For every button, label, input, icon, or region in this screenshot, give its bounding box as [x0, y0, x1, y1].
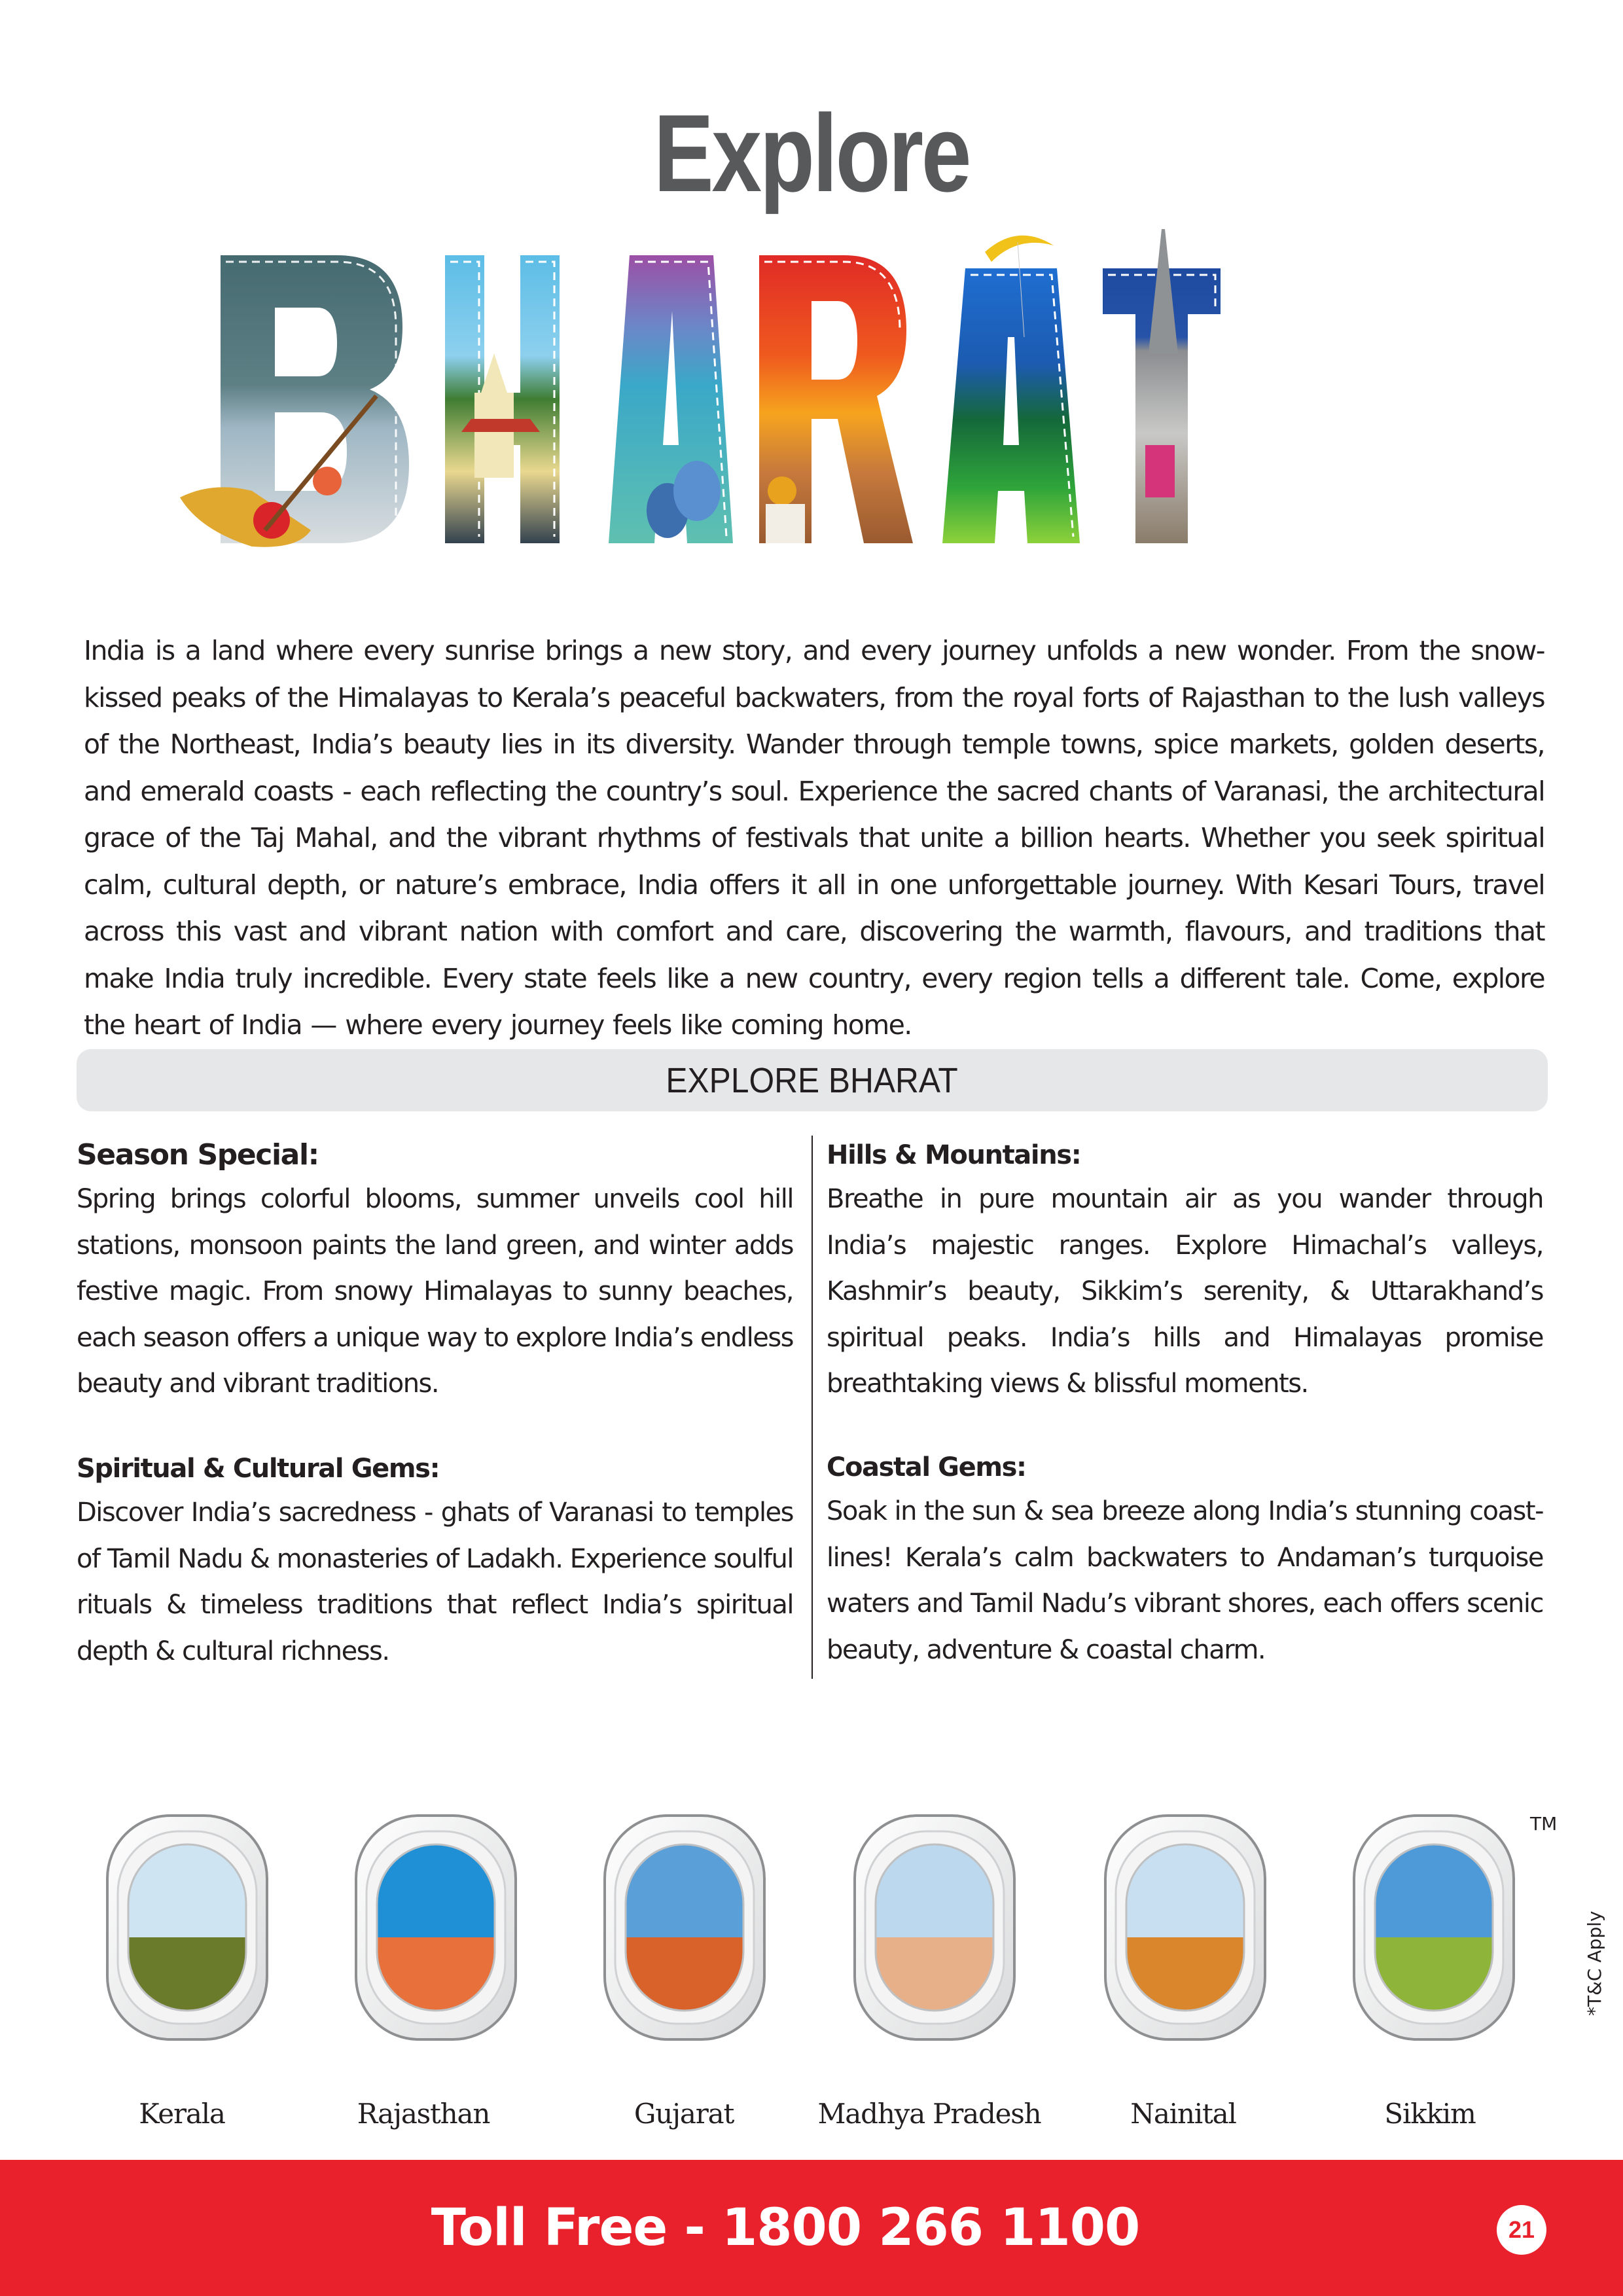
intro-paragraph: India is a land where every sunrise brings a new story, and every journey unfolds a new wonder. From the snow-kissed peaks of the Himalayas to Kerala’s peaceful backwaters, from the royal forts of Rajasthan to the lush valleys of the Northeast, India’s beauty lies in its diversity. Wander through temple towns, spice markets, golden deserts, and emerald coasts - each reflecting the country’s soul. Experience the sacred chants of Varanasi, the architectural grace of the Taj Mahal, and the vibrant rhythms of festivals that unite a billion hearts. Whether you seek spiritual calm, cultural depth, or nature’s embrace, India offers it all in one unforgettable journey. With Kesari Tours, travel across this vast and vibrant nation with comfort and care, discovering the warmth, flavours, and traditions that make India truly incredible. Every state feels like a new country, every region tells a different tale. Come, explore the heart of India — where every journey feels like coming home.	[84, 635, 1544, 1041]
block-hills-mountains	[827, 1134, 1543, 1407]
section-header-bar	[77, 1049, 1548, 1111]
destination-label[interactable]: Sikkim	[1384, 2098, 1476, 2130]
destination-label[interactable]: Madhya Pradesh	[817, 2098, 1041, 2130]
block-body: Soak in the sun & sea breeze along India’s stunning coast-lines! Kerala’s calm backwaters to Andaman’s turquoise waters and Tamil Nadu’s vibrant shores, each offers scenic beauty, adventure & coastal charm.	[827, 1496, 1543, 1665]
block-body: Spring brings colorful blooms, summer unveils cool hill stations, monsoon paints the land green, and winter adds festive magic. From snowy Himalayas to sunny beaches, each season offers a unique way to explore India’s endless beauty and vibrant traditions.	[77, 1184, 793, 1399]
toll-free-number[interactable]: Toll Free - 1800 266 1100	[431, 2198, 1140, 2257]
block-spiritual-cultural	[77, 1448, 793, 1674]
block-body: Breathe in pure mountain air as you wander through India’s majestic ranges. Explore Himachal’s valleys, Kashmir’s beauty, Sikkim’s serenity, & Uttarakhand’s spiritual peaks. India’s hills and Himalayas promise breathtaking views & blissful moments.	[827, 1184, 1543, 1399]
destination-label[interactable]: Rajasthan	[357, 2098, 490, 2130]
letter-r	[759, 255, 913, 543]
letter-a-green	[942, 236, 1080, 543]
trademark-mark: TM	[1530, 1813, 1558, 1835]
destination-window[interactable]	[353, 1813, 518, 2042]
terms-note: *T&C Apply	[1584, 1910, 1605, 2016]
block-season-special	[77, 1134, 793, 1407]
block-heading: Season Special:	[77, 1138, 319, 1172]
block-heading: Hills & Mountains:	[827, 1140, 1081, 1170]
bharat-hero-lettering	[173, 223, 1443, 563]
letter-h	[445, 255, 560, 543]
destination-label[interactable]: Kerala	[139, 2098, 225, 2130]
page-title-explore: Explore	[653, 92, 970, 215]
destination-label[interactable]: Nainital	[1130, 2098, 1236, 2130]
statue-of-unity-photo	[602, 1813, 767, 2042]
temple-shikhara-photo	[852, 1813, 1017, 2042]
block-coastal-gems	[827, 1446, 1543, 1673]
destination-label[interactable]: Gujarat	[633, 2098, 734, 2130]
hawa-mahal-photo	[353, 1813, 518, 2042]
houseboat-photo	[105, 1813, 270, 2042]
destination-window[interactable]	[602, 1813, 767, 2042]
footer-bar	[0, 2160, 1623, 2296]
letter-a-blue	[609, 255, 733, 543]
section-title: EXPLORE BHARAT	[666, 1060, 959, 1100]
buddha-statue-photo	[1351, 1813, 1516, 2042]
block-heading: Coastal Gems:	[827, 1452, 1026, 1482]
page-number-badge: 21	[1497, 2205, 1546, 2255]
lake-boats-photo	[1103, 1813, 1268, 2042]
destination-window[interactable]	[1103, 1813, 1268, 2042]
block-heading: Spiritual & Cultural Gems:	[77, 1454, 440, 1484]
letter-t	[1103, 229, 1221, 543]
destination-window[interactable]	[105, 1813, 270, 2042]
destination-window[interactable]	[852, 1813, 1017, 2042]
letter-b	[180, 255, 409, 547]
block-body: Discover India’s sacredness - ghats of Varanasi to temples of Tamil Nadu & monasteries of Ladakh. Experience soulful rituals & timeless traditions that reflect India’s spiritual depth & cultural richness.	[77, 1498, 793, 1666]
destination-windows	[98, 1813, 1558, 2062]
destination-window[interactable]	[1351, 1813, 1516, 2042]
column-divider	[812, 1136, 813, 1679]
